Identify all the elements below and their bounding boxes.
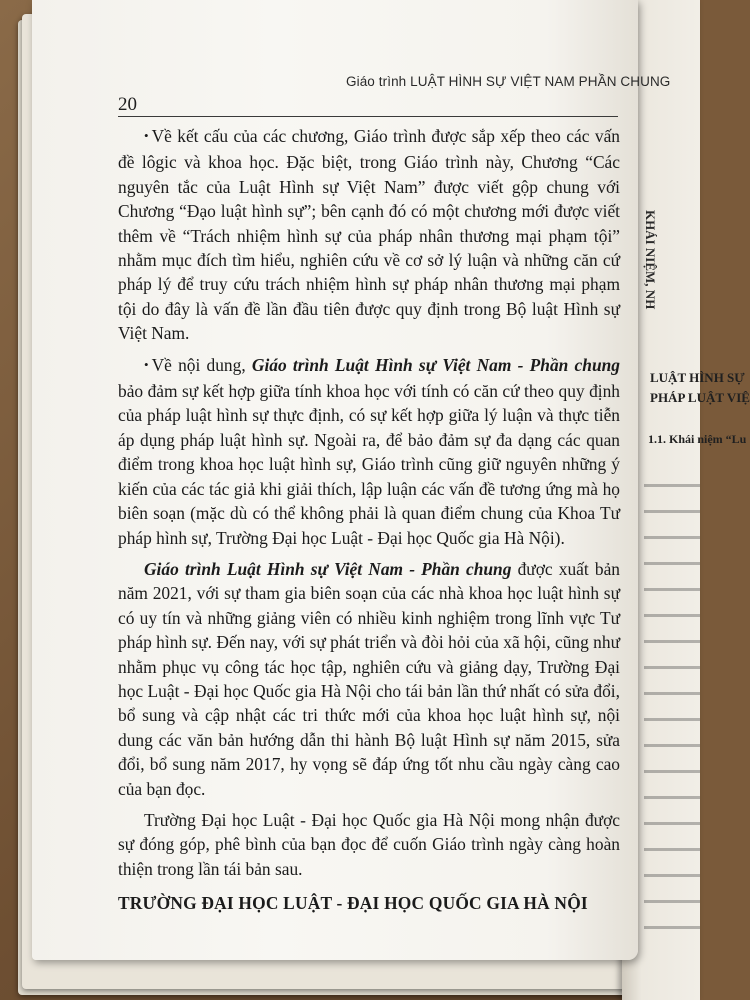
header-rule bbox=[118, 116, 618, 117]
bullet-icon: • bbox=[144, 128, 149, 143]
book-title-emphasis: Giáo trình Luật Hình sự Việt Nam - Phần chung bbox=[251, 354, 620, 375]
facing-page-title-line2: PHÁP LUẬT VIỆ bbox=[650, 390, 750, 405]
facing-page-title-line1: LUẬT HÌNH SỰ bbox=[650, 370, 745, 385]
body-text bbox=[118, 124, 620, 916]
page-number: 20 bbox=[118, 94, 137, 115]
paragraph-content bbox=[118, 353, 620, 550]
paragraph-text: Về nội dung, bbox=[151, 354, 252, 375]
paragraph-publication bbox=[118, 557, 620, 801]
paragraph-text: Trường Đại học Luật - Đại học Quốc gia Hà Nội mong nhận được sự đóng góp, phê bình của bạn đọc để cuốn Giáo trình ngày càng hoàn thiện trong lần tái bản sau. bbox=[118, 809, 620, 879]
facing-page-subheading: 1.1. Khái niệm “Lu bbox=[648, 432, 747, 446]
paragraph-text: bảo đảm sự kết hợp giữa tính khoa học với tính có căn cứ theo quy định của pháp luật hình sự thực định, có sự kết hợp giữa lý luận và thực tiễn áp dụng pháp luật hình sự. Ngoài ra, để bảo đảm sự đa dạng các quan điểm trong khoa học luật hình sự, Giáo trình cũng giữ nguyên những ý kiến của các tác giả khi giải thích, lập luận các vấn đề tương ứng mà họ biên soạn (mặc dù có thể không phải là quan điểm chung của Khoa Tư pháp hình sự, Trường Đại học Luật - Đại học Quốc gia Hà Nội). bbox=[118, 381, 620, 548]
paragraph-structure bbox=[118, 124, 620, 346]
signature: TRƯỜNG ĐẠI HỌC LUẬT - ĐẠI HỌC QUỐC GIA HÀ NỘI bbox=[118, 893, 588, 914]
paragraph-text: Về kết cấu của các chương, Giáo trình được sắp xếp theo các vấn đề lôgic và khoa học. Đặc biệt, trong Giáo trình này, Chương “Các nguyên tắc của Luật Hình sự Việt Nam” được viết gộp chung với Chương “Đạo luật hình sự”; bên cạnh đó có một chương mới được viết thêm về “Trách nhiệm hình sự của pháp nhân thương mại phạm tội” nhằm mục đích tìm hiểu, nghiên cứu về cơ sở lý luận và những căn cứ pháp lý để truy cứu trách nhiệm hình sự pháp nhân thương mại phạm tội do đây là vấn đề lần đầu tiên được quy định trong Bộ luật Hình sự Việt Nam. bbox=[118, 126, 620, 344]
facing-page-vertical-heading: KHÁI NIỆM, NH bbox=[643, 210, 658, 310]
paragraph-text: được xuất bản năm 2021, với sự tham gia biên soạn của các nhà khoa học luật hình sự có uy tín và những giảng viên có nhiều kinh nghiệm trong lĩnh vực Tư pháp hình sự. Đến nay, với sự phát triển và đòi hỏi của xã hội, cũng như nhằm phục vụ công tác học tập, nghiên cứu và giảng dạy, Trường Đại học Luật - Đại học Quốc gia Hà Nội cho tái bản lần thứ nhất có sửa đổi, bổ sung và cập nhật các tri thức mới của khoa học luật hình sự, nội dung các văn bản hướng dẫn thi hành Bộ luật Hình sự năm 2015, sửa đổi, bổ sung năm 2017, hy vọng sẽ đáp ứng tốt nhu cầu ngày càng cao của bạn đọc. bbox=[118, 558, 620, 799]
book-title-emphasis: Giáo trình Luật Hình sự Việt Nam - Phần chung bbox=[144, 558, 512, 579]
bullet-icon: • bbox=[144, 356, 149, 372]
facing-page-title bbox=[650, 368, 750, 408]
paragraph-feedback bbox=[118, 808, 620, 881]
facing-page-text-lines bbox=[644, 470, 700, 950]
running-head: Giáo trình LUẬT HÌNH SỰ VIỆT NAM PHẦN CHUNG bbox=[346, 74, 671, 89]
